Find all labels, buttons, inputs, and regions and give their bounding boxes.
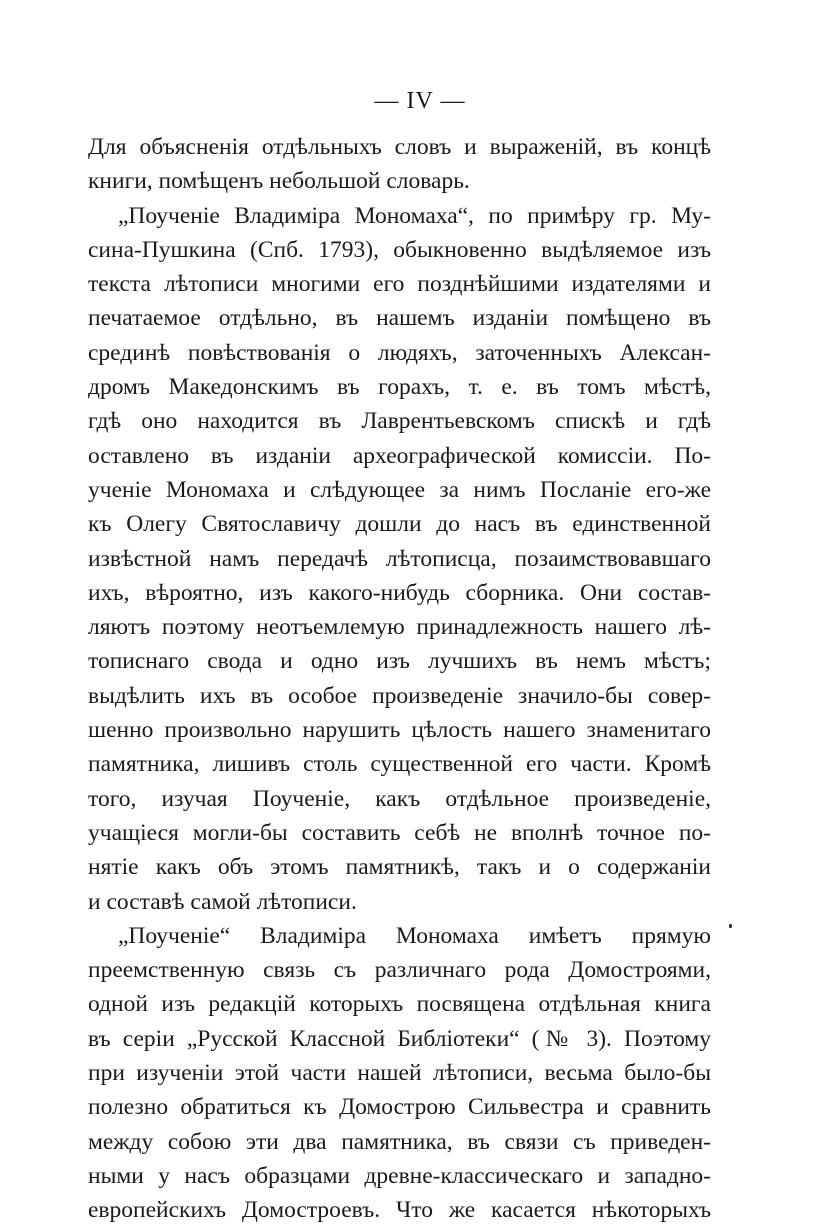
text-line: одной изъ редакцій которыхъ посвящена отдѣльная книга bbox=[88, 991, 711, 1018]
text-line: при изученіи этой части нашей лѣтописи, весьма было-бы bbox=[88, 1060, 711, 1087]
text-line: европейскихъ Домостроевъ. Что же касается нѣкоторыхъ bbox=[88, 1197, 711, 1224]
text-line: между собою эти два памятника, въ связи съ приведен- bbox=[88, 1128, 711, 1155]
text-line: того, изучая Поученіе, какъ отдѣльное произведеніе, bbox=[88, 785, 711, 812]
text-line: срединѣ повѣствованія о людяхъ, заточенныхъ Алексан- bbox=[88, 339, 711, 366]
text-line: „Поученіе“ Владиміра Мономаха имѣетъ прямую bbox=[118, 922, 711, 949]
text-line: печатаемое отдѣльно, въ нашемъ изданіи помѣщено въ bbox=[88, 305, 711, 332]
text-line: ляютъ поэтому неотъемлемую принадлежность нашего лѣ- bbox=[88, 614, 711, 641]
page-number: — IV — bbox=[374, 88, 466, 114]
text-line: въ серіи „Русской Классной Библіотеки“ (№ 3). Поэтому bbox=[88, 1025, 711, 1052]
text-line: „Поученіе Владиміра Мономаха“, по примѣру гр. Му- bbox=[118, 202, 711, 229]
text-line: дромъ Македонскимъ въ горахъ, т. е. въ томъ мѣстѣ, bbox=[88, 374, 711, 401]
text-line: преемственную связь съ различнаго рода Домостроями, bbox=[88, 957, 711, 984]
text-line: книги, помѣщенъ небольшой словарь. bbox=[88, 168, 470, 195]
text-line: тописнаго свода и одно изъ лучшихъ въ немъ мѣстъ; bbox=[88, 648, 711, 675]
text-line: къ Олегу Святославичу дошли до насъ въ единственной bbox=[88, 511, 711, 538]
text-line: ихъ, вѣроятно, изъ какого-нибудь сборника. Они состав- bbox=[88, 579, 711, 606]
text-line: нятіе какъ объ этомъ памятникѣ, такъ и о содержаніи bbox=[88, 854, 711, 881]
text-line: ными у насъ образцами древне-классическаго и западно- bbox=[88, 1162, 711, 1189]
text-line: сина-Пушкина (Спб. 1793), обыкновенно выдѣляемое изъ bbox=[88, 236, 711, 263]
text-line: извѣстной намъ передачѣ лѣтописца, позаимствовавшаго bbox=[88, 545, 711, 572]
ink-speck bbox=[729, 924, 732, 928]
text-line: ученіе Мономаха и слѣдующее за нимъ Посланіе его-же bbox=[88, 476, 711, 503]
text-line: оставлено въ изданіи археографической комиссіи. По- bbox=[88, 442, 711, 469]
text-line: Для объясненія отдѣльныхъ словъ и выраженій, въ концѣ bbox=[88, 134, 711, 160]
text-line: и составѣ самой лѣтописи. bbox=[88, 888, 357, 915]
text-line: гдѣ оно находится въ Лаврентьевскомъ спискѣ и гдѣ bbox=[88, 408, 711, 435]
text-line: выдѣлить ихъ въ особое произведеніе значило-бы совер- bbox=[88, 682, 711, 709]
text-line: текста лѣтописи многими его позднѣйшими издателями и bbox=[88, 271, 711, 298]
text-line: шенно произвольно нарушить цѣлость нашего знаменитаго bbox=[88, 717, 711, 744]
text-line: полезно обратиться къ Домострою Сильвестра и сравнить bbox=[88, 1094, 711, 1121]
text-line: учащіеся могли-бы составить себѣ не вполнѣ точное по- bbox=[88, 819, 711, 846]
text-line: памятника, лишивъ столь существенной его части. Кромѣ bbox=[88, 751, 711, 778]
body-text bbox=[88, 130, 711, 1228]
